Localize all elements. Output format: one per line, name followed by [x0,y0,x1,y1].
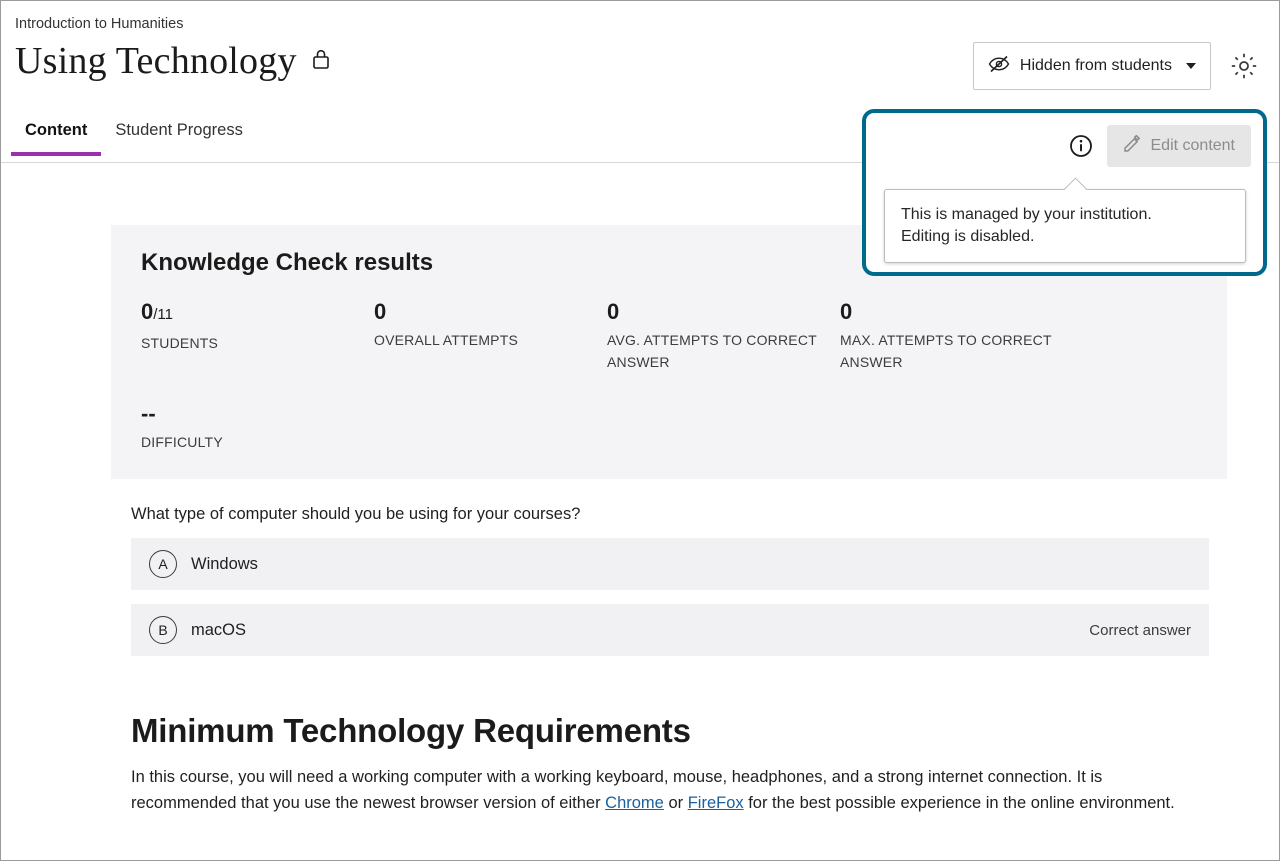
stat-value: 0 [607,299,620,324]
knowledge-check-stats-row-1 [141,299,1197,373]
quiz-answer-option[interactable] [131,604,1209,656]
stat-max-attempts [840,299,1073,373]
stat-difficulty [141,401,374,453]
stat-label: OVERALL ATTEMPTS [374,332,519,348]
edit-content-label: Edit content [1150,137,1235,154]
paragraph-part-2: or [663,794,688,812]
knowledge-check-stats-row-2 [141,401,1197,453]
paragraph-part-3: for the best possible experience in the online environment. [743,794,1175,812]
answer-letter: A [149,550,177,578]
tooltip-line-2: Editing is disabled. [901,228,1035,245]
stat-avg-attempts [607,299,840,373]
tab-content[interactable]: Content [11,105,101,156]
firefox-link[interactable]: FireFox [687,794,744,812]
stat-value: 0 [374,299,387,324]
stat-label: AVG. ATTEMPTS TO CORRECT ANSWER [607,332,817,370]
quiz-answer-option[interactable] [131,538,1209,590]
stat-label: MAX. ATTEMPTS TO CORRECT ANSWER [840,332,1052,370]
stat-overall-attempts [374,299,607,373]
stat-students [141,299,374,373]
visibility-label: Hidden from students [1019,57,1172,74]
info-circle-icon[interactable] [1069,134,1093,158]
gear-icon[interactable] [1225,47,1263,85]
stat-label: STUDENTS [141,335,219,351]
edit-content-row [1069,125,1252,167]
hidden-eye-icon [988,55,1010,78]
tooltip-line-1: This is managed by your institution. [901,206,1152,223]
edit-content-button[interactable] [1107,125,1252,167]
answer-letter: B [149,616,177,644]
quiz-question: What type of computer should you be using for your courses? [131,505,581,523]
paragraph-part-1: In this course, you will need a working computer with a working keyboard, mouse, headphones, and a strong internet connection. It is recommended that you use the newest browser version of either [131,768,1103,812]
pencil-icon [1123,135,1141,158]
content-area [1,225,1279,816]
stat-value: 0 [840,299,853,324]
page-title: Using Technology [15,40,297,82]
lock-icon [311,47,331,76]
answer-note: Correct answer [1089,621,1191,639]
stat-value: -- [141,401,156,426]
breadcrumb[interactable]: Introduction to Humanities [15,16,184,32]
managed-tooltip [884,189,1246,263]
chrome-link[interactable]: Chrome [605,794,664,812]
page-header [1,1,1279,105]
visibility-dropdown[interactable] [973,42,1211,90]
stat-value: 0/11 [141,299,173,324]
answer-text: macOS [191,620,247,639]
chevron-down-icon [1186,63,1196,69]
tab-student-progress[interactable]: Student Progress [115,121,243,139]
answer-text: Windows [191,554,258,573]
stat-label: DIFFICULTY [141,434,223,450]
section-paragraph [131,764,1193,816]
section-heading: Minimum Technology Requirements [131,712,691,749]
edit-content-callout [862,109,1267,276]
knowledge-check-title: Knowledge Check results [141,249,434,276]
header-actions [973,42,1263,90]
